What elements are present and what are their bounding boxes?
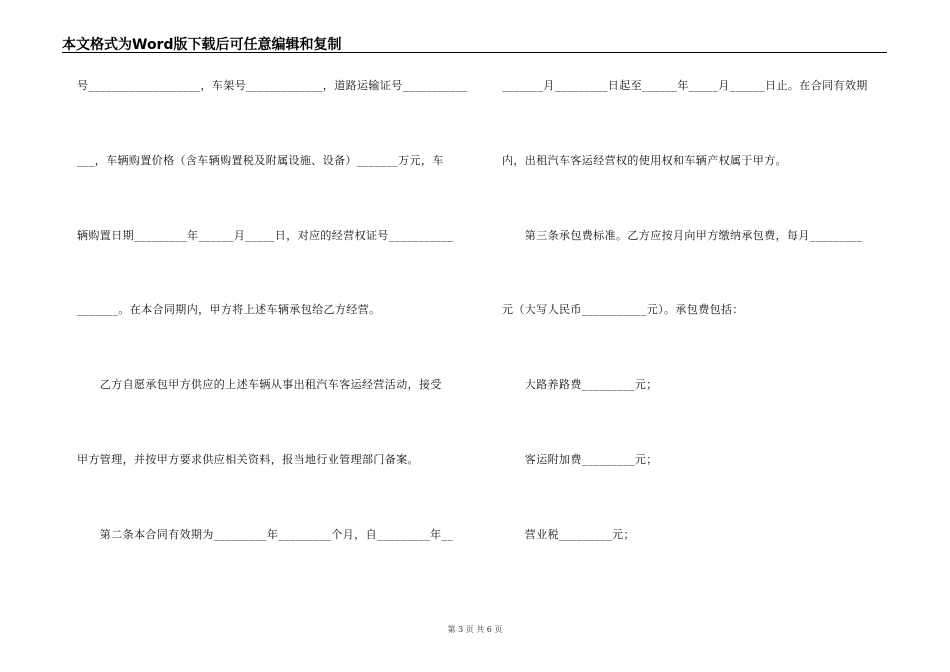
text-line: 内，出租汽车客运经营权的使用权和车辆产权属于甲方。: [502, 154, 787, 167]
header-divider: [62, 52, 887, 53]
text-line: 甲方管理，并按甲方要求供应相关资料，报当地行业管理部门备案。: [77, 453, 419, 466]
header-title: 本文格式为Word版下载后可任意编辑和复制: [62, 37, 342, 53]
text-line: 第二条本合同有效期为_________年_________个月，自_________年__: [77, 528, 454, 541]
text-line: ___，车辆购置价格（含车辆购置税及附属设施、设备）_______万元，车: [77, 154, 444, 167]
page-number: 第 3 页 共 6 页: [447, 625, 503, 634]
text-line: 乙方自愿承包甲方供应的上述车辆从事出租汽车客运经营活动，接受: [77, 378, 442, 391]
text-line: 元（大写人民币___________元）。承包费包括：: [502, 303, 744, 316]
text-line: _______。在本合同期内，甲方将上述车辆承包给乙方经营。: [77, 303, 381, 316]
text-line: 客运附加费_________元；: [502, 453, 658, 466]
text-line: _______月_________日起至______年_____月______日止。在合同有效期: [502, 79, 868, 92]
text-line: 大路养路费_________元；: [502, 378, 658, 391]
text-line: 营业税_________元；: [502, 528, 635, 541]
text-line: 第三条承包费标准。乙方应按月向甲方缴纳承包费，每月_________: [502, 229, 863, 242]
text-line: 号___________________，车架号_____________，道路运输证号___________: [77, 79, 468, 92]
text-line: 辆购置日期_________年______月_____日，对应的经营权证号___________: [77, 229, 454, 242]
